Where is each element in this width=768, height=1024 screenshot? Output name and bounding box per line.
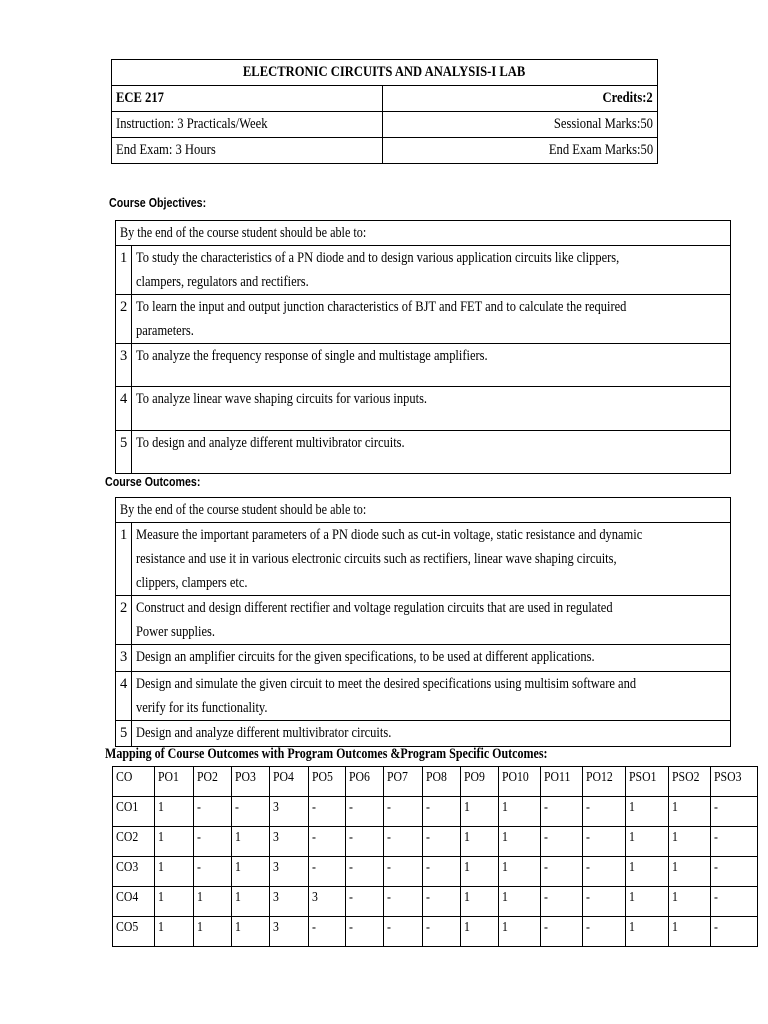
mapping-cell: - — [423, 857, 461, 887]
mapping-header-cell: CO — [113, 767, 155, 797]
objectives-heading: Course Objectives: — [109, 195, 207, 210]
outcome-text: Design an amplifier circuits for the given specifications, to be used at different applications. — [132, 645, 731, 672]
mapping-cell: - — [309, 857, 346, 887]
mapping-row — [113, 857, 758, 887]
course-credits: Credits:2 — [383, 86, 658, 112]
mapping-cell: - — [194, 857, 232, 887]
mapping-cell: - — [541, 797, 583, 827]
mapping-cell: 1 — [626, 827, 669, 857]
objective-text: To learn the input and output junction characteristics of BJT and FET and to calculate the required parameters. — [132, 295, 731, 344]
mapping-row — [113, 887, 758, 917]
mapping-row — [113, 797, 758, 827]
objectives-table — [115, 220, 731, 474]
mapping-cell: CO5 — [113, 917, 155, 947]
mapping-cell: 1 — [232, 827, 270, 857]
objective-row — [116, 344, 731, 387]
mapping-cell: - — [583, 797, 626, 827]
mapping-header-cell: PSO2 — [669, 767, 711, 797]
mapping-header-row — [113, 767, 758, 797]
outcomes-table — [115, 497, 731, 747]
outcome-number: 2 — [116, 596, 132, 645]
objective-row — [116, 431, 731, 474]
mapping-cell: - — [346, 857, 384, 887]
mapping-cell: - — [711, 917, 758, 947]
mapping-cell: - — [541, 857, 583, 887]
mapping-cell: 1 — [232, 887, 270, 917]
mapping-cell: 1 — [669, 887, 711, 917]
objective-number: 3 — [116, 344, 132, 387]
course-title: ELECTRONIC CIRCUITS AND ANALYSIS-I LAB — [112, 60, 658, 86]
mapping-cell: 1 — [461, 857, 499, 887]
end-exam-marks: End Exam Marks:50 — [383, 138, 658, 164]
end-exam-duration: End Exam: 3 Hours — [112, 138, 383, 164]
outcome-text: Construct and design different rectifier and voltage regulation circuits that are used in regulated Power supplies. — [132, 596, 731, 645]
mapping-cell: - — [711, 857, 758, 887]
mapping-header-cell: PO12 — [583, 767, 626, 797]
mapping-header-cell: PO9 — [461, 767, 499, 797]
mapping-cell: - — [384, 827, 423, 857]
header-code-row — [112, 86, 658, 112]
mapping-cell: 1 — [499, 827, 541, 857]
mapping-cell: 3 — [270, 857, 309, 887]
mapping-cell: - — [309, 827, 346, 857]
objectives-intro-row — [116, 221, 731, 246]
mapping-cell: 1 — [194, 887, 232, 917]
mapping-cell: 3 — [270, 827, 309, 857]
objective-number: 2 — [116, 295, 132, 344]
mapping-header-cell: PO3 — [232, 767, 270, 797]
outcomes-heading: Course Outcomes: — [105, 474, 201, 489]
mapping-cell: CO2 — [113, 827, 155, 857]
mapping-cell: CO3 — [113, 857, 155, 887]
mapping-header-cell: PO6 — [346, 767, 384, 797]
mapping-cell: 1 — [461, 917, 499, 947]
objective-row — [116, 387, 731, 431]
mapping-cell: 1 — [626, 917, 669, 947]
objective-text: To study the characteristics of a PN diode and to design various application circuits like clippers, clampers, regulators and rectifiers. — [132, 246, 731, 295]
mapping-cell: - — [346, 887, 384, 917]
course-code: ECE 217 — [112, 86, 383, 112]
mapping-cell: 1 — [669, 797, 711, 827]
mapping-cell: - — [309, 797, 346, 827]
objective-row — [116, 246, 731, 295]
mapping-header-cell: PO7 — [384, 767, 423, 797]
mapping-cell: 1 — [155, 857, 194, 887]
objectives-intro: By the end of the course student should be able to: — [116, 221, 731, 246]
mapping-header-cell: PO5 — [309, 767, 346, 797]
mapping-cell: 3 — [270, 797, 309, 827]
outcome-row — [116, 645, 731, 672]
mapping-cell: 1 — [461, 827, 499, 857]
mapping-cell: 1 — [155, 917, 194, 947]
outcome-text: Design and analyze different multivibrator circuits. — [132, 721, 731, 747]
mapping-cell: - — [583, 917, 626, 947]
mapping-cell: 1 — [499, 857, 541, 887]
mapping-cell: - — [232, 797, 270, 827]
mapping-cell: 1 — [232, 917, 270, 947]
mapping-header-cell: PO8 — [423, 767, 461, 797]
mapping-cell: - — [384, 887, 423, 917]
header-exam-row — [112, 138, 658, 164]
mapping-cell: 1 — [626, 857, 669, 887]
mapping-cell: - — [384, 797, 423, 827]
mapping-header-cell: PO1 — [155, 767, 194, 797]
mapping-cell: 1 — [499, 917, 541, 947]
mapping-cell: 1 — [626, 887, 669, 917]
header-instruction-row — [112, 112, 658, 138]
mapping-header-cell: PO11 — [541, 767, 583, 797]
course-header-table — [111, 59, 658, 164]
objective-number: 5 — [116, 431, 132, 474]
outcome-row — [116, 672, 731, 721]
outcomes-intro: By the end of the course student should be able to: — [116, 498, 731, 523]
mapping-cell: 1 — [194, 917, 232, 947]
mapping-cell: 1 — [155, 797, 194, 827]
mapping-row — [113, 827, 758, 857]
mapping-cell: 1 — [499, 887, 541, 917]
mapping-cell: - — [309, 917, 346, 947]
objective-number: 1 — [116, 246, 132, 295]
mapping-header-cell: PO2 — [194, 767, 232, 797]
header-title-row — [112, 60, 658, 86]
mapping-cell: 3 — [309, 887, 346, 917]
mapping-cell: CO1 — [113, 797, 155, 827]
outcome-number: 1 — [116, 523, 132, 596]
mapping-cell: - — [541, 917, 583, 947]
mapping-cell: 1 — [669, 917, 711, 947]
outcomes-intro-row — [116, 498, 731, 523]
mapping-cell: - — [583, 827, 626, 857]
mapping-cell: 3 — [270, 887, 309, 917]
mapping-row — [113, 917, 758, 947]
instruction-info: Instruction: 3 Practicals/Week — [112, 112, 383, 138]
mapping-cell: 1 — [155, 887, 194, 917]
mapping-cell: - — [423, 917, 461, 947]
mapping-cell: - — [423, 887, 461, 917]
objective-text: To analyze the frequency response of single and multistage amplifiers. — [132, 344, 731, 387]
mapping-cell: CO4 — [113, 887, 155, 917]
mapping-cell: 1 — [461, 797, 499, 827]
outcome-number: 3 — [116, 645, 132, 672]
mapping-cell: - — [346, 917, 384, 947]
outcome-number: 5 — [116, 721, 132, 747]
mapping-cell: - — [541, 827, 583, 857]
mapping-cell: - — [423, 827, 461, 857]
outcome-row — [116, 596, 731, 645]
mapping-cell: 1 — [461, 887, 499, 917]
mapping-cell: - — [711, 887, 758, 917]
objective-row — [116, 295, 731, 344]
objective-number: 4 — [116, 387, 132, 431]
mapping-cell: - — [346, 827, 384, 857]
mapping-cell: 1 — [499, 797, 541, 827]
mapping-heading: Mapping of Course Outcomes with Program Outcomes &Program Specific Outcomes: — [105, 746, 548, 762]
sessional-marks: Sessional Marks:50 — [383, 112, 658, 138]
mapping-cell: - — [711, 827, 758, 857]
mapping-cell: 3 — [270, 917, 309, 947]
mapping-cell: - — [346, 797, 384, 827]
mapping-header-cell: PSO3 — [711, 767, 758, 797]
outcome-number: 4 — [116, 672, 132, 721]
objective-text: To analyze linear wave shaping circuits for various inputs. — [132, 387, 731, 431]
outcome-row — [116, 523, 731, 596]
mapping-cell: 1 — [232, 857, 270, 887]
mapping-header-cell: PSO1 — [626, 767, 669, 797]
mapping-cell: 1 — [669, 857, 711, 887]
outcome-text: Design and simulate the given circuit to meet the desired specifications using multisim software and verify for its functionality. — [132, 672, 731, 721]
mapping-cell: - — [194, 827, 232, 857]
objective-text: To design and analyze different multivibrator circuits. — [132, 431, 731, 474]
mapping-cell: - — [384, 917, 423, 947]
mapping-cell: 1 — [626, 797, 669, 827]
mapping-cell: - — [583, 857, 626, 887]
mapping-cell: - — [423, 797, 461, 827]
mapping-cell: - — [541, 887, 583, 917]
mapping-cell: - — [384, 857, 423, 887]
mapping-cell: - — [194, 797, 232, 827]
mapping-table — [112, 766, 758, 947]
mapping-cell: - — [583, 887, 626, 917]
mapping-cell: 1 — [155, 827, 194, 857]
outcome-row — [116, 721, 731, 747]
mapping-cell: 1 — [669, 827, 711, 857]
mapping-header-cell: PO10 — [499, 767, 541, 797]
mapping-header-cell: PO4 — [270, 767, 309, 797]
outcome-text: Measure the important parameters of a PN diode such as cut-in voltage, static resistance and dynamic resistance and use it in various electronic circuits such as rectifiers, linear wave shaping circuits, clippers, clampers etc. — [132, 523, 731, 596]
mapping-cell: - — [711, 797, 758, 827]
